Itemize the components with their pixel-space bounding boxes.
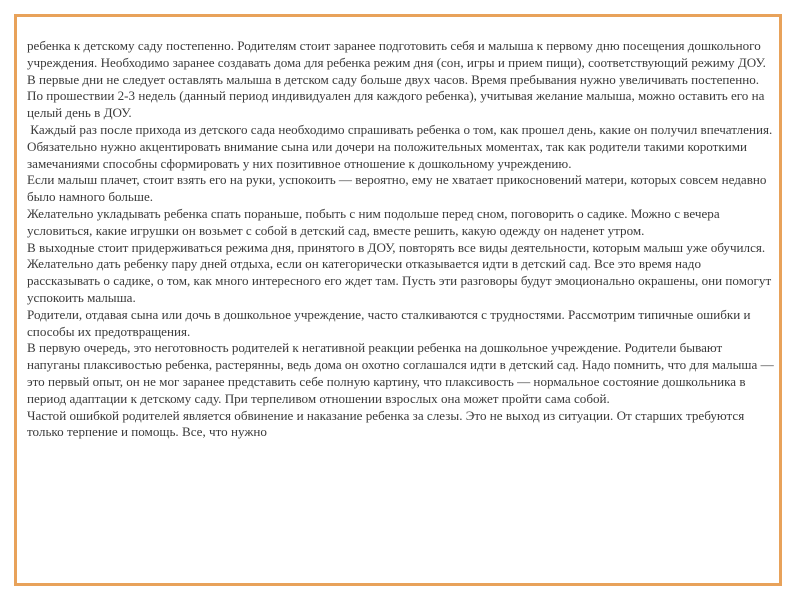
paragraph-7: Желательно дать ребенку пару дней отдыха, если он категорически отказывается идти в детский сад. Все это время надо рассказывать о садике, о том, как много интересного его ждет там. Пусть эти разговоры будут эмоционально окрашены, они помогут успокоить малыша. [27, 256, 772, 305]
paragraph-3: Каждый раз после прихода из детского сада необходимо спрашивать ребенка о том, как прошел день, какие он получил впечатления. Обязательно нужно акцентировать внимание сына или дочери на положительных моментах, так как родители такими короткими замечаниями способны сформировать у них позитивное отношение к дошкольному учреждению. [27, 121, 773, 171]
paragraph-8: Родители, отдавая сына или дочь в дошкольное учреждение, часто сталкиваются с трудностями. Рассмотрим типичные ошибки и способы их предотвращения. [27, 306, 751, 339]
paragraph-9: В первую очередь, это неготовность родителей к негативной реакции ребенка на дошкольное учреждение. Родители бывают напуганы плаксивостью ребенка, растерянны, ведь дома он охотно соглашался идти в детский сад. Надо помнить, что для малыша — это первый опыт, он не мог заранее представить себе полную картину, что плаксивость — нормальное состояние дошкольника в период адаптации к детскому саду. При терпеливом отношении взрослых она может пройти сама собой. [27, 340, 774, 406]
paragraph-2: В первые дни не следует оставлять малыша в детском саду больше двух часов. Время пребывания нужно увеличивать постепенно. По прошествии 2-3 недель (данный период индивидуален для каждого ребенка), учитывая желание малыша, можно оставить его на целый день в ДОУ. [27, 71, 765, 121]
paragraph-6: В выходные стоит придерживаться режима дня, принятого в ДОУ, повторять все виды деятельности, которым малыш уже обучился. [27, 239, 766, 255]
paragraph-10: Частой ошибкой родителей является обвинение и наказание ребенка за слезы. Это не выход из ситуации. От старших требуются только терпение и помощь. Все, что нужно [27, 407, 745, 440]
paragraph-5: Желательно укладывать ребенка спать пораньше, побыть с ним подольше перед сном, поговорить о садике. Можно с вечера условиться, какие игрушки он возьмет с собой в детский сад, вместе решить, какую одежду он наденет утром. [27, 205, 720, 238]
paragraph-4: Если малыш плачет, стоит взять его на руки, успокоить — вероятно, ему не хватает прикосновений матери, которых совсем недавно было намного больше. [27, 172, 767, 205]
paragraph-1: ребенка к детскому саду постепенно. Родителям стоит заранее подготовить себя и малыша к первому дню посещения дошкольного учреждения. Необходимо заранее создавать дома для ребенка режим дня (сон, игры и прием пищи), соответствующий режиму ДОУ. [27, 38, 766, 70]
body-text-block [27, 38, 775, 441]
slide-frame [14, 14, 782, 586]
